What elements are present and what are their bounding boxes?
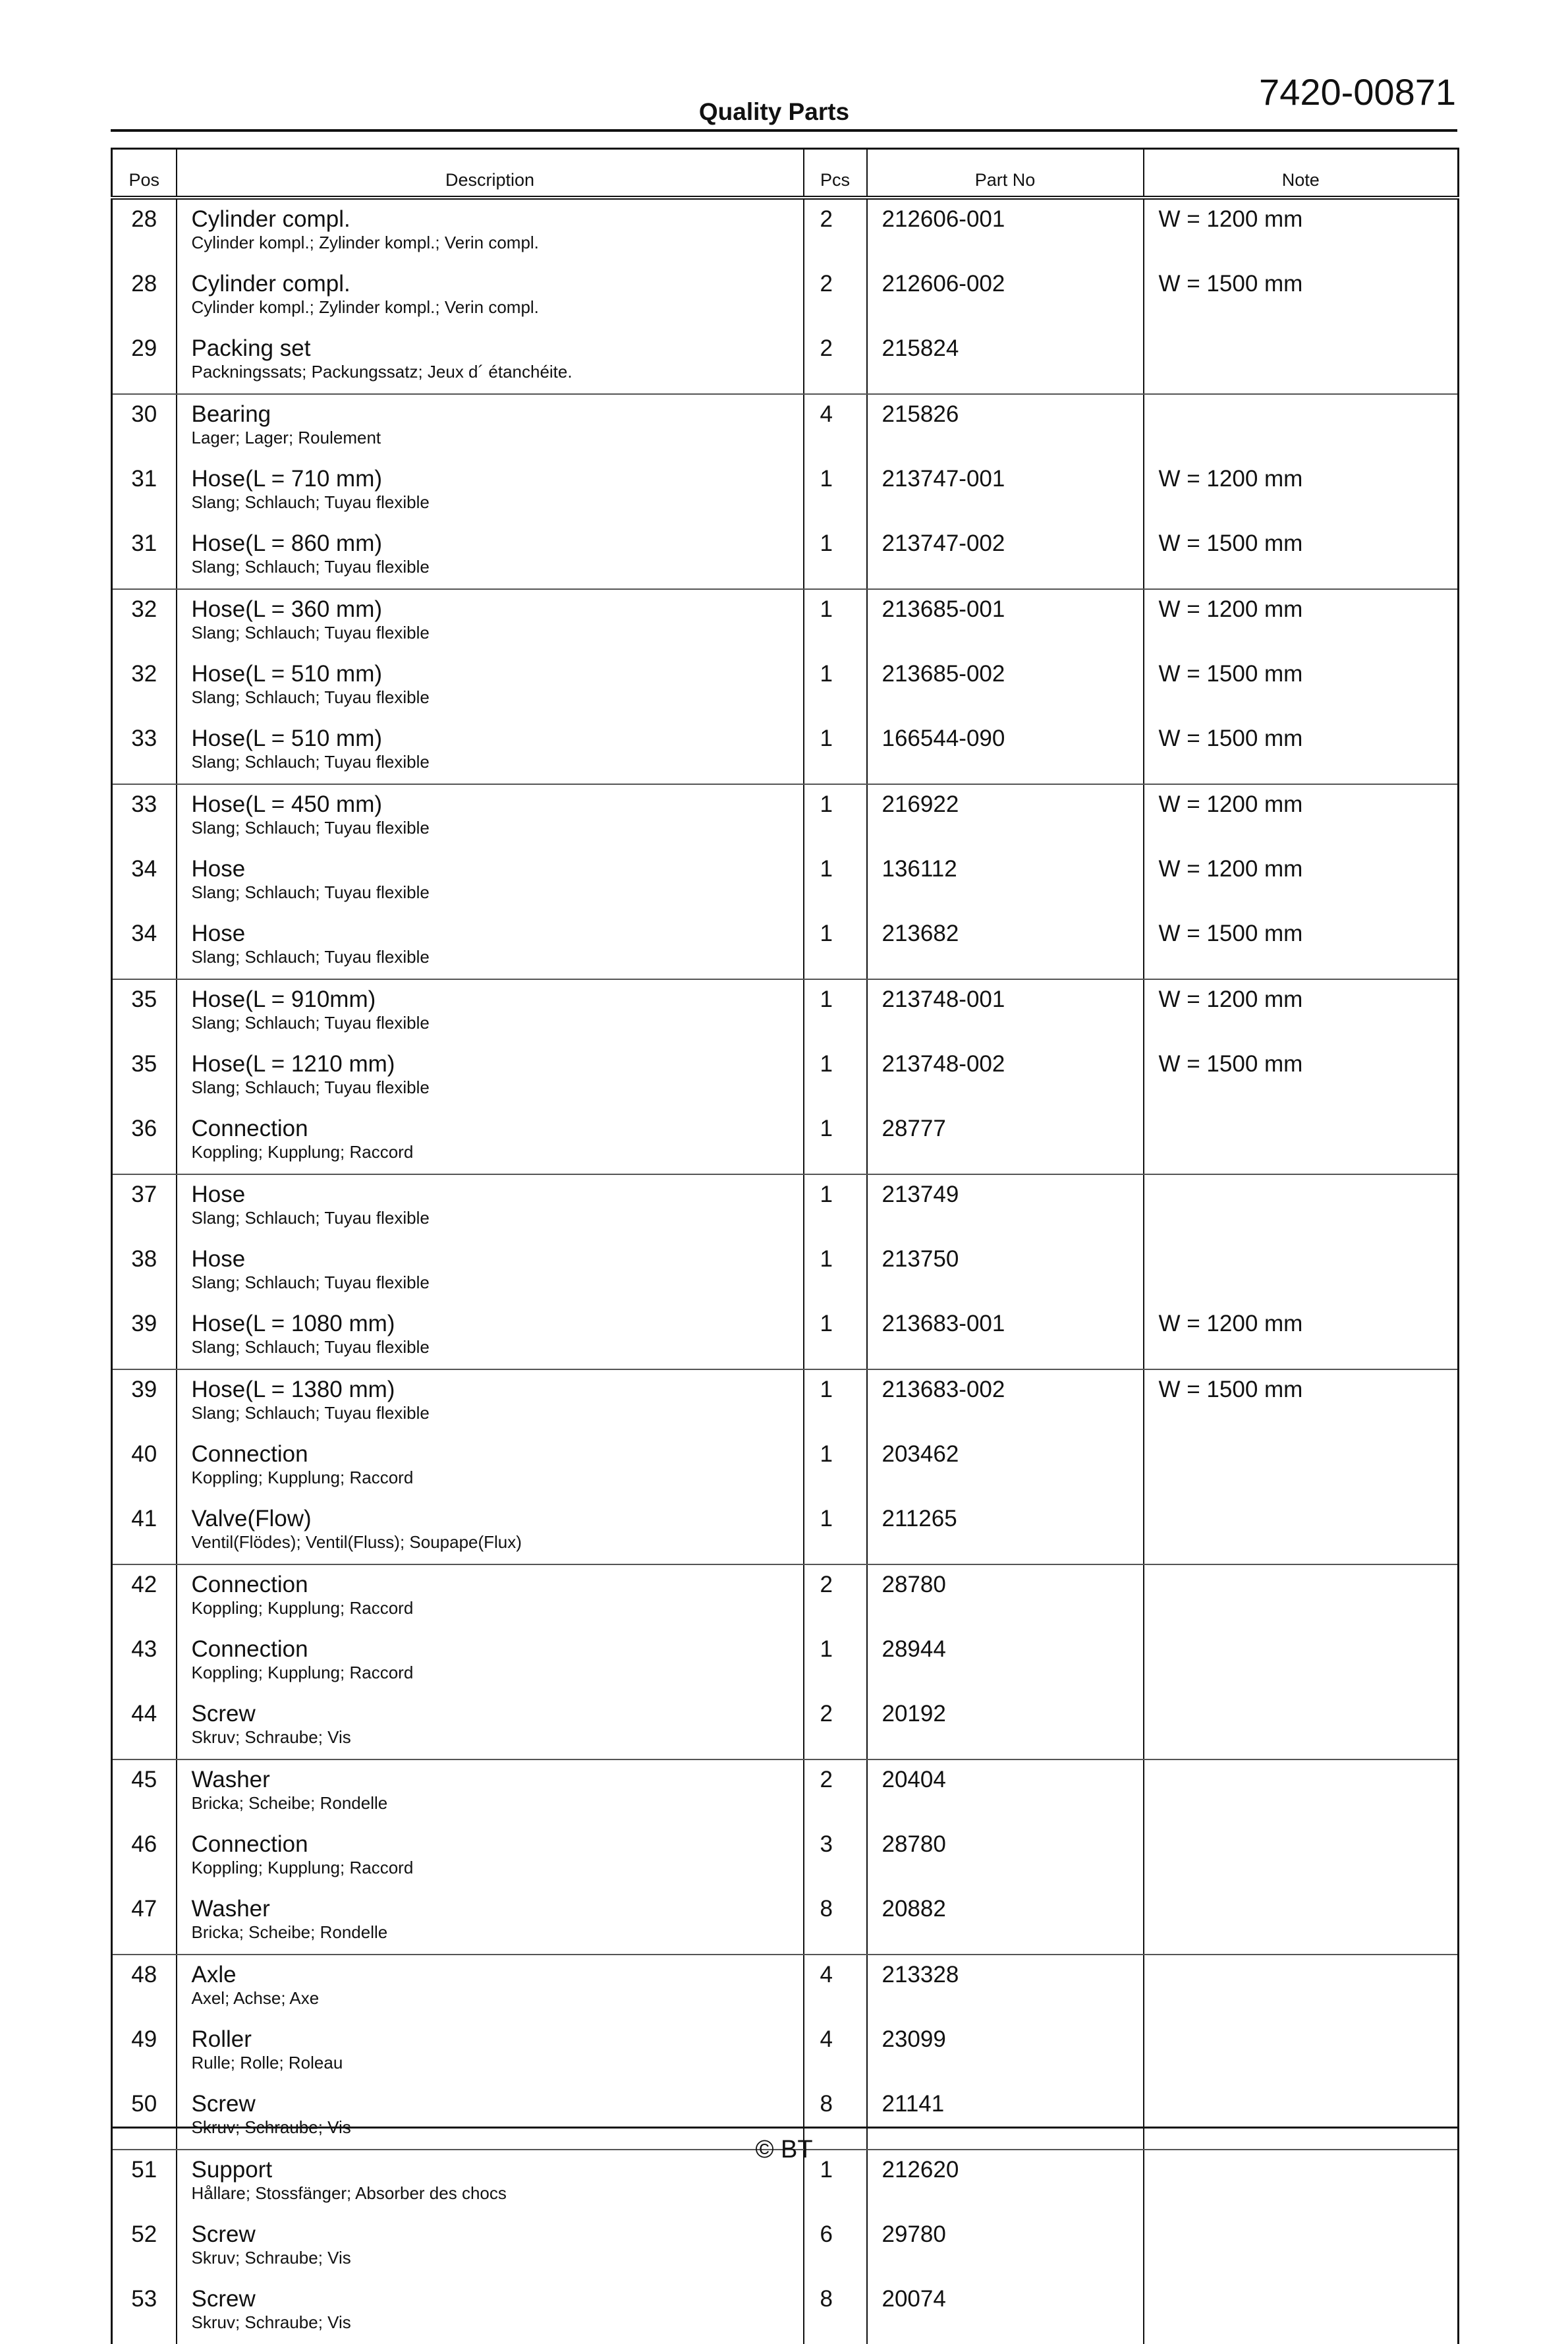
cell-part-no: 28780 [867, 1825, 1144, 1889]
description-main: Hose(L = 910mm) [191, 986, 376, 1012]
cell-note [1144, 1240, 1459, 1304]
description-translations: Slang; Schlauch; Tuyau flexible [191, 1208, 430, 1228]
cell-part-no: 23099 [867, 2020, 1144, 2084]
cell-part-no: 212606-001 [867, 198, 1144, 264]
cell-note [1144, 1694, 1459, 1759]
cell-pos: 43 [131, 1636, 157, 1662]
description-translations: Slang; Schlauch; Tuyau flexible [191, 1077, 430, 1097]
description-translations: Hållare; Stossfänger; Absorber des chocs [191, 2183, 507, 2203]
cell-part-no: 212606-002 [867, 264, 1144, 329]
cell-pos: 35 [131, 1051, 157, 1077]
cell-pcs: 1 [804, 459, 867, 524]
cell-pcs: 1 [804, 1240, 867, 1304]
cell-note [1144, 1955, 1459, 2020]
description-translations: Slang; Schlauch; Tuyau flexible [191, 947, 430, 967]
table-row [112, 1564, 1459, 1630]
cell-pcs: 4 [804, 394, 867, 459]
description-translations: Slang; Schlauch; Tuyau flexible [191, 1272, 430, 1292]
cell-description [177, 198, 804, 264]
cell-part-no: 20882 [867, 1889, 1144, 1955]
description-translations: Skruv; Schraube; Vis [191, 2117, 351, 2137]
description-translations: Slang; Schlauch; Tuyau flexible [191, 882, 430, 902]
cell-note: W = 1500 mm [1144, 1369, 1459, 1435]
cell-pcs: 8 [804, 1889, 867, 1955]
footer-divider [111, 2127, 1457, 2129]
cell-pcs: 6 [804, 2215, 867, 2279]
cell-pos: 42 [131, 1572, 157, 1597]
cell-pcs: 1 [804, 1174, 867, 1240]
cell-pos: 47 [112, 1889, 177, 1955]
cell-pos: 30 [131, 401, 157, 427]
description-translations: Koppling; Kupplung; Raccord [191, 1598, 414, 1618]
table-row [112, 654, 1459, 719]
cell-pos: 50 [112, 2084, 177, 2150]
cell-part-no: 213685-002 [867, 654, 1144, 719]
cell-part-no: 166544-090 [867, 719, 1144, 784]
description-main: Hose(L = 1210 mm) [191, 1051, 395, 1077]
cell-pos: 33 [131, 791, 157, 817]
cell-note [1144, 1109, 1459, 1174]
cell-description [177, 1825, 804, 1889]
cell-note: W = 1200 mm [1144, 1304, 1459, 1369]
table-row [112, 394, 1459, 459]
cell-note: W = 1200 mm [1144, 784, 1459, 849]
table-row [112, 849, 1459, 914]
cell-pcs: 4 [804, 1955, 867, 2020]
table-row [112, 2215, 1459, 2279]
document-number: 7420-00871 [1259, 71, 1456, 113]
cell-description [177, 459, 804, 524]
table-header-row [112, 149, 1459, 198]
cell-pcs: 1 [804, 1435, 867, 1499]
description-main: Connection [191, 1572, 308, 1597]
cell-part-no: 215826 [867, 394, 1144, 459]
cell-pos: 51 [131, 2157, 157, 2183]
cell-description [177, 1694, 804, 1759]
cell-part-no: 213748-001 [867, 979, 1144, 1044]
cell-pos: 49 [131, 2026, 157, 2052]
cell-note [1144, 1825, 1459, 1889]
cell-part-no: 213683-002 [867, 1369, 1144, 1435]
cell-pcs: 1 [804, 849, 867, 914]
cell-note: W = 1200 mm [1144, 198, 1459, 264]
description-main: Hose(L = 510 mm) [191, 661, 383, 687]
cell-note [1144, 394, 1459, 459]
cell-pos: 52 [131, 2221, 157, 2247]
cell-note: W = 1200 mm [1144, 979, 1459, 1044]
column-header-pos: Pos [112, 149, 177, 198]
description-translations: Lager; Lager; Roulement [191, 428, 381, 447]
description-translations: Axel; Achse; Axe [191, 1988, 320, 2008]
table-row [112, 2020, 1459, 2084]
description-main: Hose(L = 360 mm) [191, 596, 383, 622]
cell-pos: 44 [112, 1694, 177, 1759]
cell-pos: 39 [131, 1377, 157, 1402]
table-row [112, 1435, 1459, 1499]
column-header-note: Note [1144, 149, 1459, 198]
cell-note: W = 1200 mm [1144, 459, 1459, 524]
cell-part-no: 28944 [867, 1630, 1144, 1694]
cell-description [177, 524, 804, 589]
table-row [112, 979, 1459, 1044]
cell-description [177, 1369, 804, 1435]
cell-pcs: 1 [804, 914, 867, 979]
cell-description [177, 1759, 804, 1825]
cell-description [177, 394, 804, 459]
cell-description [177, 329, 804, 394]
cell-pos: 36 [112, 1109, 177, 1174]
cell-note: W = 1500 mm [1144, 719, 1459, 784]
description-translations: Bricka; Scheibe; Rondelle [191, 1922, 388, 1942]
description-translations: Cylinder kompl.; Zylinder kompl.; Verin compl. [191, 233, 539, 252]
cell-description [177, 1044, 804, 1109]
cell-part-no: 213748-002 [867, 1044, 1144, 1109]
description-translations: Koppling; Kupplung; Raccord [191, 1468, 414, 1487]
cell-note [1144, 1630, 1459, 1694]
cell-note [1144, 2020, 1459, 2084]
description-translations: Slang; Schlauch; Tuyau flexible [191, 492, 430, 512]
table-row [112, 524, 1459, 589]
cell-pos: 28 [131, 271, 157, 297]
cell-part-no: 213683-001 [867, 1304, 1144, 1369]
cell-description [177, 719, 804, 784]
table-row [112, 1759, 1459, 1825]
cell-pcs: 2 [804, 198, 867, 264]
cell-note [1144, 1889, 1459, 1955]
description-main: Connection [191, 1831, 308, 1857]
description-main: Valve(Flow) [191, 1506, 312, 1531]
cell-description [177, 589, 804, 654]
description-translations: Ventil(Flödes); Ventil(Fluss); Soupape(Flux) [191, 1532, 522, 1552]
description-translations: Koppling; Kupplung; Raccord [191, 1663, 414, 1682]
table-row [112, 459, 1459, 524]
cell-description [177, 784, 804, 849]
cell-pos: 37 [131, 1182, 157, 1207]
description-translations: Cylinder kompl.; Zylinder kompl.; Verin compl. [191, 297, 539, 317]
parts-table-body [112, 198, 1459, 2344]
description-translations: Slang; Schlauch; Tuyau flexible [191, 1013, 430, 1033]
cell-pos: 32 [131, 661, 157, 687]
description-main: Support [191, 2157, 273, 2183]
cell-note: W = 1500 mm [1144, 264, 1459, 329]
cell-note: W = 1500 mm [1144, 524, 1459, 589]
description-translations: Koppling; Kupplung; Raccord [191, 1858, 414, 1877]
cell-pos: 53 [131, 2286, 157, 2312]
cell-part-no: 213685-001 [867, 589, 1144, 654]
description-main: Connection [191, 1441, 308, 1467]
cell-part-no: 213682 [867, 914, 1144, 979]
description-translations: Slang; Schlauch; Tuyau flexible [191, 623, 430, 643]
cell-note: W = 1500 mm [1144, 1044, 1459, 1109]
cell-note: W = 1500 mm [1144, 914, 1459, 979]
cell-part-no: 215824 [867, 329, 1144, 394]
cell-pos: 45 [131, 1767, 157, 1792]
cell-pcs: 1 [804, 1369, 867, 1435]
description-translations: Bricka; Scheibe; Rondelle [191, 1793, 388, 1813]
cell-pcs: 2 [804, 329, 867, 394]
cell-note [1144, 1435, 1459, 1499]
description-translations: Slang; Schlauch; Tuyau flexible [191, 818, 430, 838]
cell-description [177, 1304, 804, 1369]
description-translations: Packningssats; Packungssatz; Jeux d´ étanchéite. [191, 362, 573, 382]
description-main: Washer [191, 1896, 270, 1922]
table-row [112, 1825, 1459, 1889]
description-main: Hose(L = 450 mm) [191, 791, 383, 817]
table-row [112, 1044, 1459, 1109]
table-row [112, 1889, 1459, 1955]
cell-pos: 46 [131, 1831, 157, 1857]
table-row [112, 589, 1459, 654]
column-header-pcs: Pcs [804, 149, 867, 198]
cell-pcs: 3 [804, 1825, 867, 1889]
description-main: Hose [191, 856, 246, 882]
column-header-part-no: Part No [867, 149, 1144, 198]
cell-note [1144, 1499, 1459, 1564]
title-divider [111, 129, 1457, 132]
description-translations: Slang; Schlauch; Tuyau flexible [191, 752, 430, 772]
cell-part-no: 211265 [867, 1499, 1144, 1564]
cell-pcs: 1 [804, 524, 867, 589]
description-main: Cylinder compl. [191, 206, 350, 232]
description-main: Roller [191, 2026, 252, 2052]
cell-pos: 39 [112, 1304, 177, 1369]
table-row [112, 1499, 1459, 1564]
table-row [112, 914, 1459, 979]
cell-description [177, 2279, 804, 2344]
cell-description [177, 1499, 804, 1564]
description-main: Hose [191, 921, 246, 946]
table-row [112, 1304, 1459, 1369]
table-row [112, 1630, 1459, 1694]
cell-pcs: 1 [804, 719, 867, 784]
description-main: Screw [191, 2221, 256, 2247]
description-main: Screw [191, 2286, 256, 2312]
cell-description [177, 1109, 804, 1174]
cell-description [177, 2215, 804, 2279]
cell-part-no: 203462 [867, 1435, 1144, 1499]
description-translations: Koppling; Kupplung; Raccord [191, 1142, 414, 1162]
cell-note [1144, 1564, 1459, 1630]
cell-part-no: 20404 [867, 1759, 1144, 1825]
table-row [112, 1694, 1459, 1759]
cell-note [1144, 2279, 1459, 2344]
description-main: Cylinder compl. [191, 271, 350, 297]
cell-part-no: 20192 [867, 1694, 1144, 1759]
cell-description [177, 1174, 804, 1240]
cell-part-no: 20074 [867, 2279, 1144, 2344]
description-main: Screw [191, 2091, 256, 2117]
cell-description [177, 849, 804, 914]
description-main: Hose(L = 510 mm) [191, 726, 383, 751]
column-header-description: Description [177, 149, 804, 198]
cell-part-no: 28777 [867, 1109, 1144, 1174]
cell-pcs: 1 [804, 784, 867, 849]
description-translations: Slang; Schlauch; Tuyau flexible [191, 557, 430, 577]
cell-description [177, 1435, 804, 1499]
parts-table [111, 148, 1459, 2344]
description-main: Screw [191, 1701, 256, 1727]
cell-pos: 28 [131, 206, 157, 232]
cell-note [1144, 2215, 1459, 2279]
cell-description [177, 1889, 804, 1955]
copyright-text: © BT [755, 2136, 813, 2163]
table-row [112, 1369, 1459, 1435]
cell-pcs: 1 [804, 2150, 867, 2215]
cell-note [1144, 329, 1459, 394]
cell-part-no: 212620 [867, 2150, 1144, 2215]
page-title: Quality Parts [698, 98, 850, 125]
cell-pcs: 8 [804, 2084, 867, 2150]
description-main: Hose(L = 860 mm) [191, 530, 383, 556]
cell-note: W = 1500 mm [1144, 654, 1459, 719]
table-row [112, 264, 1459, 329]
cell-pcs: 1 [804, 979, 867, 1044]
cell-pcs: 2 [804, 264, 867, 329]
cell-pcs: 1 [804, 654, 867, 719]
description-main: Hose(L = 710 mm) [191, 466, 383, 492]
cell-note [1144, 1174, 1459, 1240]
cell-pos: 32 [131, 596, 157, 622]
cell-part-no: 213750 [867, 1240, 1144, 1304]
description-translations: Slang; Schlauch; Tuyau flexible [191, 1337, 430, 1357]
description-main: Hose [191, 1246, 246, 1272]
cell-pcs: 1 [804, 1304, 867, 1369]
description-translations: Skruv; Schraube; Vis [191, 1727, 351, 1747]
cell-note [1144, 1759, 1459, 1825]
description-main: Packing set [191, 335, 311, 361]
cell-pos: 48 [131, 1962, 157, 1987]
description-main: Axle [191, 1962, 237, 1987]
cell-pcs: 1 [804, 589, 867, 654]
cell-pos: 38 [131, 1246, 157, 1272]
cell-pcs: 1 [804, 1044, 867, 1109]
table-row [112, 719, 1459, 784]
description-translations: Skruv; Schraube; Vis [191, 2312, 351, 2332]
description-main: Bearing [191, 401, 271, 427]
description-main: Connection [191, 1116, 308, 1141]
cell-pcs: 2 [804, 1759, 867, 1825]
cell-description [177, 654, 804, 719]
cell-description [177, 264, 804, 329]
cell-pcs: 1 [804, 1109, 867, 1174]
description-main: Washer [191, 1767, 270, 1792]
cell-part-no: 213747-001 [867, 459, 1144, 524]
cell-description [177, 979, 804, 1044]
cell-description [177, 1630, 804, 1694]
cell-part-no: 28780 [867, 1564, 1144, 1630]
cell-pcs: 8 [804, 2279, 867, 2344]
cell-pcs: 4 [804, 2020, 867, 2084]
table-row [112, 329, 1459, 394]
table-row [112, 198, 1459, 264]
cell-pos: 41 [112, 1499, 177, 1564]
cell-part-no: 213328 [867, 1955, 1144, 2020]
table-row [112, 1240, 1459, 1304]
cell-description [177, 1240, 804, 1304]
cell-description [177, 914, 804, 979]
description-main: Connection [191, 1636, 308, 1662]
cell-note: W = 1200 mm [1144, 589, 1459, 654]
cell-pos: 34 [112, 914, 177, 979]
cell-pcs: 2 [804, 1564, 867, 1630]
cell-pos: 29 [112, 329, 177, 394]
cell-pos: 31 [131, 466, 157, 492]
cell-part-no: 29780 [867, 2215, 1144, 2279]
cell-pcs: 2 [804, 1694, 867, 1759]
description-translations: Slang; Schlauch; Tuyau flexible [191, 687, 430, 707]
cell-part-no: 136112 [867, 849, 1144, 914]
cell-part-no: 213747-002 [867, 524, 1144, 589]
cell-pos: 34 [131, 856, 157, 882]
description-main: Hose [191, 1182, 246, 1207]
cell-pcs: 1 [804, 1499, 867, 1564]
cell-part-no: 213749 [867, 1174, 1144, 1240]
table-row [112, 1174, 1459, 1240]
description-translations: Skruv; Schraube; Vis [191, 2248, 351, 2268]
description-translations: Rulle; Rolle; Roleau [191, 2053, 343, 2072]
description-main: Hose(L = 1080 mm) [191, 1311, 395, 1336]
cell-description [177, 2020, 804, 2084]
table-row [112, 2279, 1459, 2344]
cell-pos: 40 [131, 1441, 157, 1467]
cell-part-no: 21141 [867, 2084, 1144, 2150]
cell-description [177, 1564, 804, 1630]
table-row [112, 1109, 1459, 1174]
table-row [112, 1955, 1459, 2020]
cell-part-no: 216922 [867, 784, 1144, 849]
cell-note: W = 1200 mm [1144, 849, 1459, 914]
table-row [112, 784, 1459, 849]
cell-pos: 31 [112, 524, 177, 589]
cell-pos: 35 [131, 986, 157, 1012]
description-main: Hose(L = 1380 mm) [191, 1377, 395, 1402]
cell-pcs: 1 [804, 1630, 867, 1694]
description-translations: Slang; Schlauch; Tuyau flexible [191, 1403, 430, 1423]
cell-description [177, 1955, 804, 2020]
cell-pos: 33 [112, 719, 177, 784]
